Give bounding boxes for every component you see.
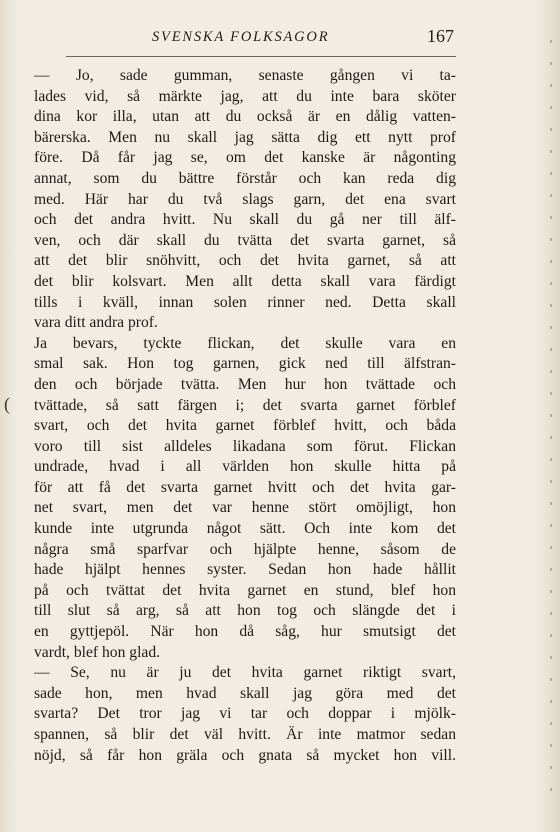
text-line: smal sak. Hon tog garnen, gick ned till älfstran- [34,355,456,373]
text-line: sade hon, men hvad skall jag göra med det [34,684,456,702]
text-line: och det andra hvitt. Nu skall du gå ner till älf- [34,211,456,229]
text-line: annat, som du bättre förstår och kan reda dig [34,169,456,187]
text-line: nöjd, så får hon gräla och gnata så mycket hon vill. [34,746,456,764]
page-number: 167 [427,26,454,46]
text-line: dina kor illa, utan att du också är en dålig vatten- [34,108,456,126]
text-line: för att få det svarta garnet hvitt och det hvita gar- [34,478,456,496]
text-line: det blir kolsvart. Men allt detta skall vara färdigt [34,272,456,290]
text-line: före. Då får jag se, om det kanske är någonting [34,149,456,167]
page-header [66,26,456,57]
text-line: vardt, blef hon glad. [34,643,161,661]
text-line: spannen, så blir det väl hvitt. Är inte matmor sedan [34,726,456,743]
text-line: net svart, men det var henne stört omöjligt, hon [34,499,456,517]
text-line: Ja bevars, tyckte flickan, det skulle vara en [34,334,456,352]
body-text [34,66,456,766]
text-line: den och började tvätta. Men hur hon tvättade och [34,375,456,393]
text-line: vara ditt andra prof. [34,314,158,332]
text-line: svart, och det hvita garnet förblef hvitt, och båda [34,417,456,435]
text-line: svarta? Det tror jag vi tar och doppar i mjölk- [34,705,456,723]
text-line: att det blir snöhvitt, och det hvita garnet, så att [34,252,456,270]
text-line: till slut så arg, så att hon tog och slängde det i [34,602,456,620]
text-line: kunde inte utgrunda något sätt. Och inte kom det [34,520,456,538]
text-line: bärerska. Men nu skall jag sätta dig ett nytt prof [34,128,456,146]
text-line: tills i kväll, innan solen rinner ned. Detta skall [34,293,456,311]
running-title: SVENSKA FOLKSAGOR [152,29,330,45]
text-line: en gyttjepöl. När hon då såg, hur smutsigt det [34,623,456,641]
margin-mark: ( [4,394,10,414]
page-edge-marks [550,40,552,800]
text-line: ven, och där skall du tvätta det svarta garnet, så [34,231,456,249]
text-line: lades vid, så märkte jag, att du inte bara sköter [34,87,456,105]
binding-edge [0,0,18,832]
text-line: på och tvättat det hvita garnet en stund, blef hon [34,581,456,599]
text-line: — Jo, sade gumman, senaste gången vi ta- [34,67,456,84]
text-line: voro till sist alldeles likadana som förut. Flickan [34,437,456,455]
text-line: hade hjälpt hennes syster. Sedan hon hade hållit [34,561,456,579]
text-line: undrade, hvad i all världen hon skulle hitta på [34,458,456,476]
text-line: med. Här har du två slags garn, det ena svart [34,190,456,208]
text-line: några små sparfvar och hjälpte henne, såsom de [34,540,456,558]
page-edge [534,0,560,832]
text-line: — Se, nu är ju det hvita garnet riktigt svart, [34,664,456,682]
text-line: tvättade, så satt färgen i; det svarta garnet förblef [34,396,456,414]
